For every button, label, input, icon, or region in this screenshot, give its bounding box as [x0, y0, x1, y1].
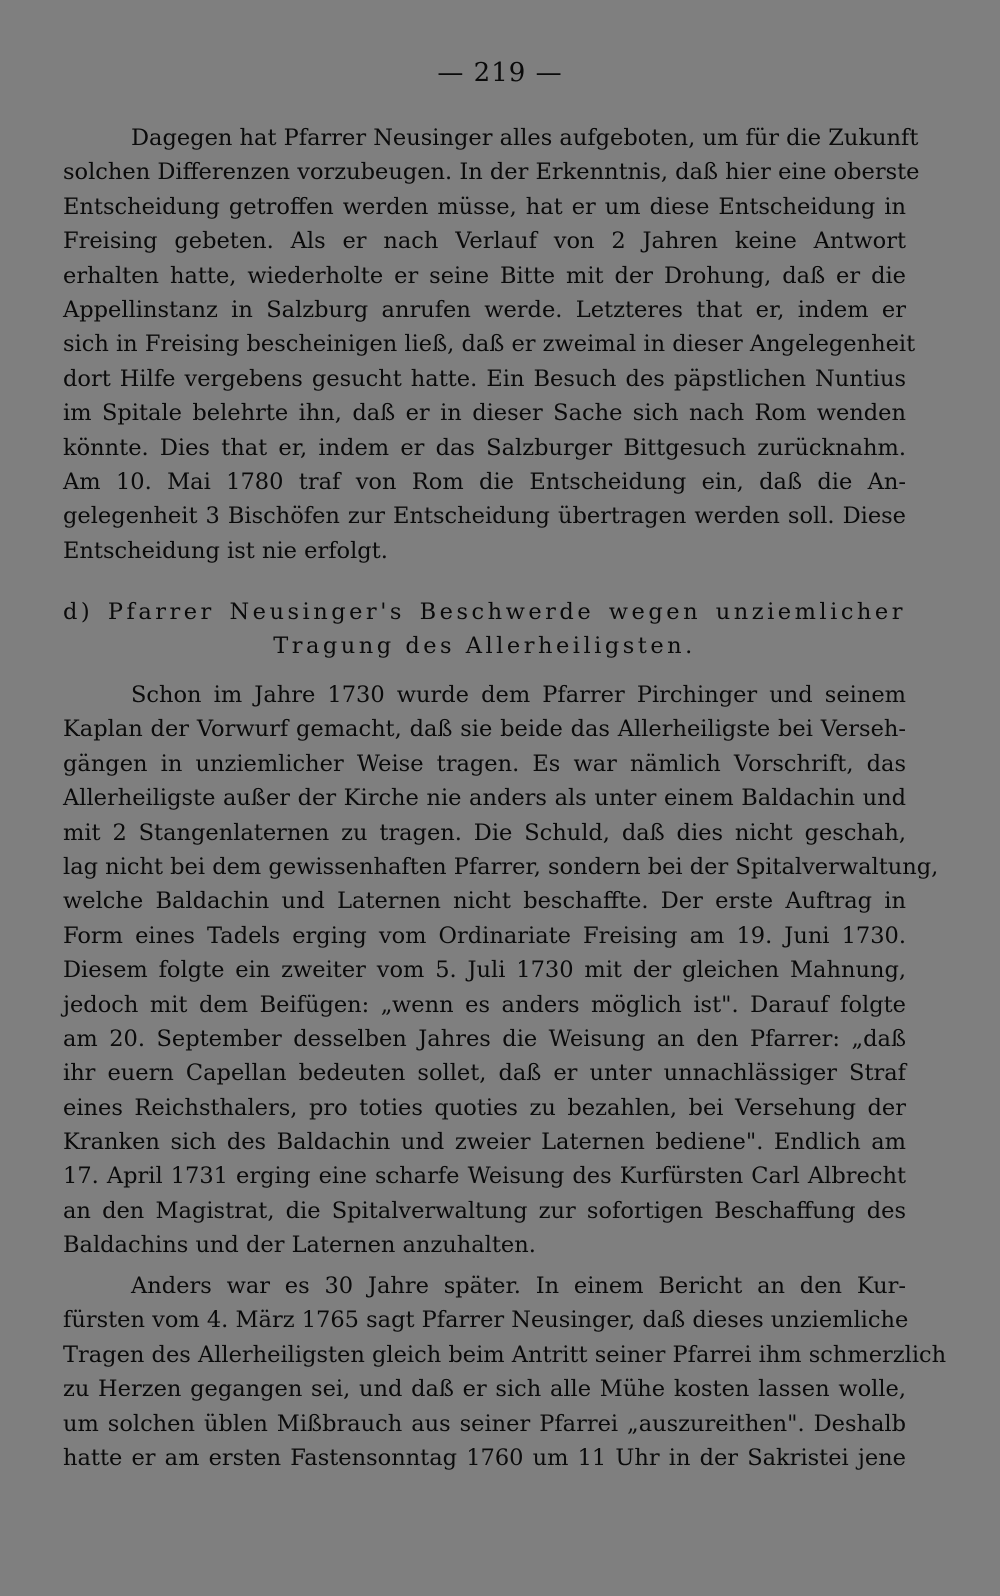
text-line: Diesem folgte ein zweiter vom 5. Juli 1730 mit der gleichen Mahnung, [63, 957, 906, 984]
paragraph-2 [63, 678, 939, 1263]
text-line: gängen in unziemlicher Weise tragen. Es war nämlich Vorschrift, das [63, 750, 906, 777]
text-line: Tragen des Allerheiligsten gleich beim Antritt seiner Pfarrei ihm schmerzlich [63, 1341, 947, 1368]
text-line: Freising gebeten. Als er nach Verlauf von 2 Jahren keine Antwort [63, 228, 906, 255]
text-line: an den Magistrat, die Spitalverwaltung zur sofortigen Beschaffung des [63, 1197, 906, 1224]
text-line: könnte. Dies that er, indem er das Salzburger Bittgesuch zurücknahm. [63, 434, 906, 461]
text-line: lag nicht bei dem gewissenhaften Pfarrer, sondern bei der Spitalverwaltung, [63, 853, 939, 880]
text-line: gelegenheit 3 Bischöfen zur Entscheidung übertragen werden soll. Diese [63, 503, 906, 530]
text-line: Allerheiligste außer der Kirche nie anders als unter einem Baldachin und [63, 785, 906, 812]
text-line: Entscheidung ist nie erfolgt. [63, 537, 388, 564]
text-line: Anders war es 30 Jahre später. In einem Bericht an den Kur- [131, 1273, 906, 1299]
text-line: Kranken sich des Baldachin und zweier Laternen bediene". Endlich am [63, 1129, 906, 1156]
text-line: im Spitale belehrte ihn, daß er in dieser Sache sich nach Rom wenden [63, 400, 906, 427]
text-line: solchen Differenzen vorzubeugen. In der Erkenntnis, daß hier eine oberste [63, 159, 920, 186]
text-line: am 20. September desselben Jahres die Weisung an den Pfarrer: „daß [63, 1025, 906, 1052]
text-line: um solchen üblen Mißbrauch aus seiner Pfarrei „auszureithen". Deshalb [63, 1410, 906, 1437]
text-line: jedoch mit dem Beifügen: „wenn es anders möglich ist". Darauf folgte [63, 991, 906, 1018]
text-line: eines Reichsthalers, pro toties quoties zu bezahlen, bei Versehung der [63, 1094, 906, 1121]
heading-line: d) Pfarrer Neusinger's Beschwerde wegen unziemlicher [63, 599, 906, 625]
text-line: ihr euern Capellan bedeuten sollet, daß er unter unnachlässiger Straf [63, 1060, 906, 1087]
heading-line: Tragung des Allerheiligsten. [273, 633, 696, 660]
text-line: Am 10. Mai 1780 traf von Rom die Entscheidung ein, daß die An- [63, 468, 906, 495]
text-line: mit 2 Stangenlaternen zu tragen. Die Schuld, daß dies nicht geschah, [63, 819, 906, 846]
text-line: sich in Freising bescheinigen ließ, daß er zweimal in dieser Angelegenheit [63, 331, 916, 358]
text-line: Dagegen hat Pfarrer Neusinger alles aufgeboten, um für die Zukunft [131, 125, 919, 151]
paragraph-1 [63, 121, 920, 568]
text-line: 17. April 1731 erging eine scharfe Weisung des Kurfürsten Carl Albrecht [63, 1163, 906, 1190]
text-line: erhalten hatte, wiederholte er seine Bitte mit der Drohung, daß er die [63, 262, 906, 289]
text-line: zu Herzen gegangen sei, und daß er sich alle Mühe kosten lassen wolle, [63, 1376, 906, 1403]
text-line: dort Hilfe vergebens gesucht hatte. Ein Besuch des päpstlichen Nuntius [63, 365, 906, 392]
page-number: — 219 — [437, 58, 563, 88]
text-line: Kaplan der Vorwurf gemacht, daß sie beide das Allerheiligste bei Verseh- [63, 716, 906, 743]
text-line: Schon im Jahre 1730 wurde dem Pfarrer Pirchinger und seinem [131, 682, 906, 708]
text-line: Appellinstanz in Salzburg anrufen werde. Letzteres that er, indem er [63, 296, 906, 323]
text-line: Baldachins und der Laternen anzuhalten. [63, 1232, 536, 1259]
text-line: fürsten vom 4. März 1765 sagt Pfarrer Neusinger, daß dieses unziemliche [63, 1307, 909, 1334]
text-line: Entscheidung getroffen werden müsse, hat er um diese Entscheidung in [63, 193, 906, 220]
text-line: Form eines Tadels erging vom Ordinariate Freising am 19. Juni 1730. [63, 922, 906, 949]
text-line: hatte er am ersten Fastensonntag 1760 um 11 Uhr in der Sakristei jene [63, 1444, 906, 1471]
text-line: welche Baldachin und Laternen nicht beschaffte. Der erste Auftrag in [63, 888, 906, 915]
section-heading [63, 595, 906, 664]
paragraph-3 [63, 1269, 947, 1475]
